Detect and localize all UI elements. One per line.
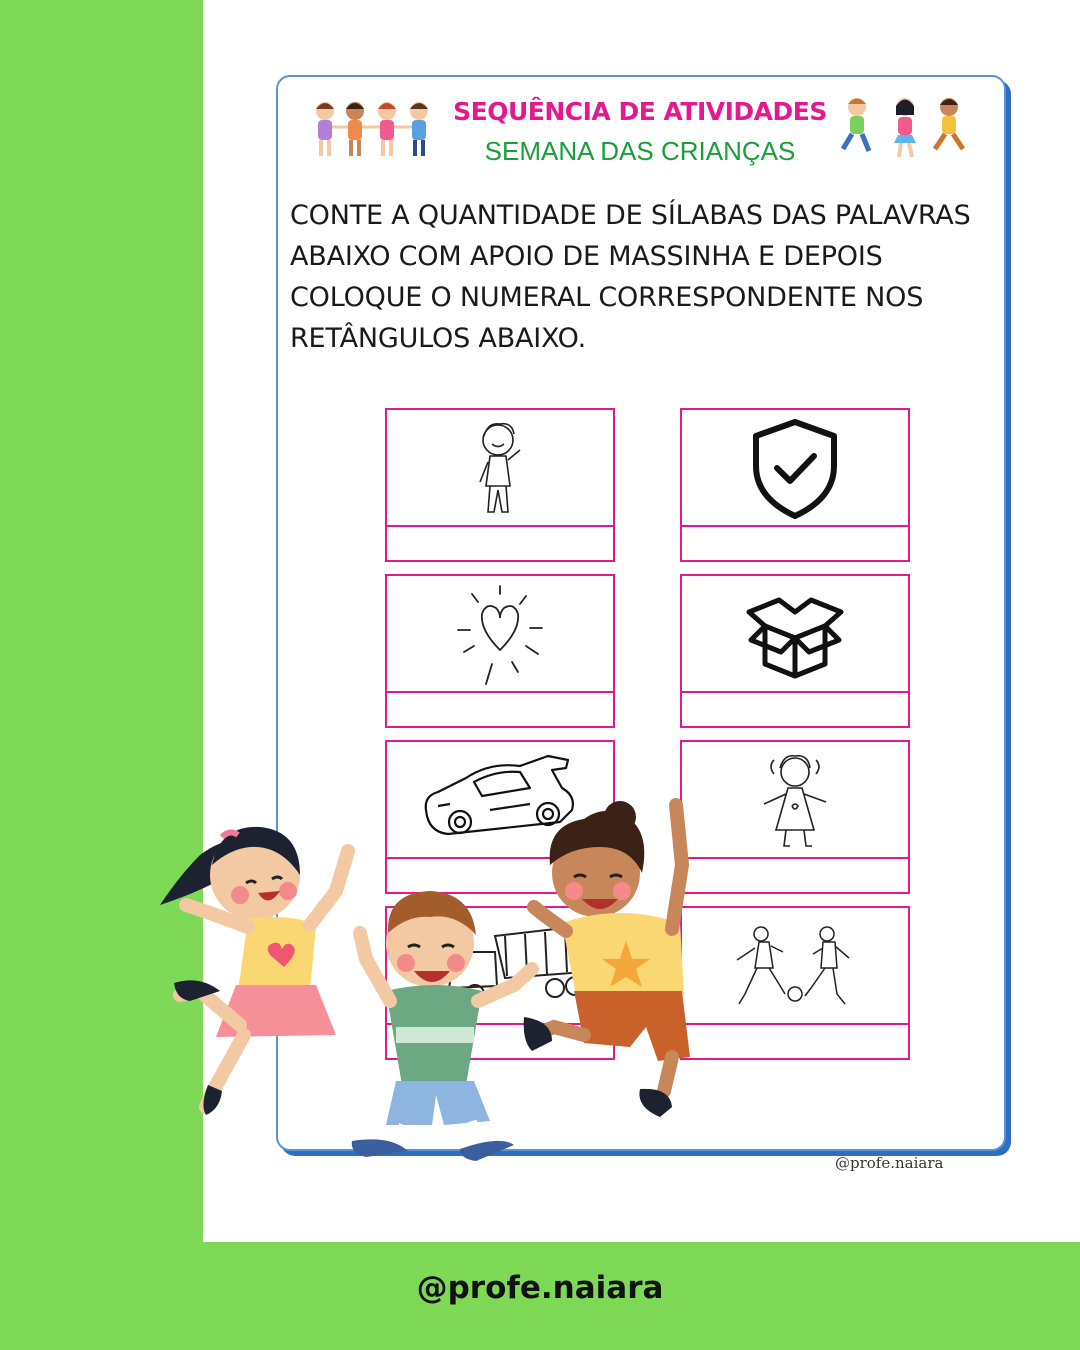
activity-box-box [680, 574, 910, 728]
answer-field[interactable] [682, 691, 908, 728]
instruction-text: CONTE A QUANTIDADE DE SÍLABAS DAS PALAVRAS ABAIXO COM APOIO DE MASSINHA E DEPOIS COLOQUE O NUMERAL CORRESPONDENTE NOS RETÂNGULOS ABAIXO. [290, 200, 971, 354]
answer-field[interactable] [682, 525, 908, 562]
answer-field[interactable] [387, 691, 613, 728]
jumping-kids-illustration [160, 795, 720, 1175]
answer-field[interactable] [387, 525, 613, 562]
page-subtitle: SEMANA DAS CRIANÇAS [484, 136, 796, 166]
picture-area [682, 410, 908, 525]
heart-icon [450, 582, 550, 688]
picture-area [387, 410, 613, 525]
activity-box-heart [385, 574, 615, 728]
activity-box-boy [385, 408, 615, 562]
boy-icon [470, 416, 530, 524]
activity-box-shield [680, 408, 910, 562]
watermark: @profe.naiara [835, 1154, 944, 1172]
soccer-players-icon [725, 924, 865, 1014]
footer-handle: @profe.naiara [416, 1270, 664, 1306]
page-title: SEQUÊNCIA DE ATIVIDADES [453, 97, 827, 126]
doll-icon [750, 748, 840, 852]
shield-check-icon [750, 418, 840, 522]
picture-area [387, 576, 613, 691]
picture-area [682, 576, 908, 691]
box-icon [745, 590, 845, 680]
